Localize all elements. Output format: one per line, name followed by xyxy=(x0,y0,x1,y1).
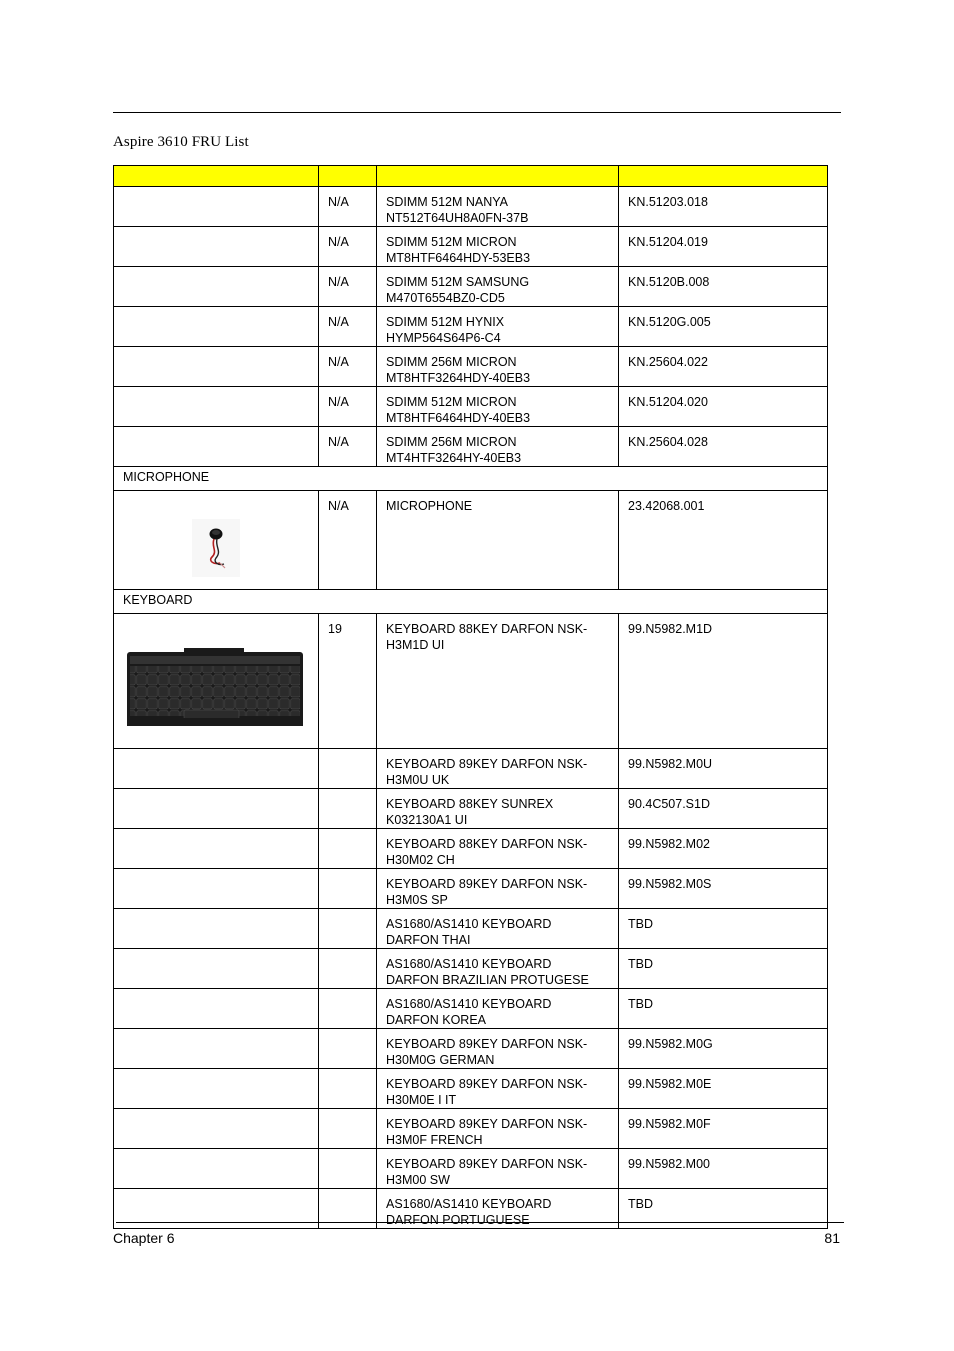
part-number-cell: 99.N5982.M1D xyxy=(619,614,828,749)
table-row xyxy=(114,869,828,909)
header-rule xyxy=(113,112,841,113)
description-line: KEYBOARD 89KEY DARFON NSK- xyxy=(386,1077,588,1091)
part-number-cell: KN.51204.019 xyxy=(619,227,828,267)
description-cell xyxy=(377,1069,619,1109)
table-row xyxy=(114,307,828,347)
no-cell xyxy=(319,829,377,869)
picture-cell xyxy=(114,614,319,749)
table-row xyxy=(114,187,828,227)
table-row xyxy=(114,829,828,869)
description-line: KEYBOARD 88KEY DARFON NSK- xyxy=(386,837,588,851)
table-row xyxy=(114,227,828,267)
description-line: DARFON BRAZILIAN PROTUGESE xyxy=(386,973,589,987)
part-number-cell: KN.25604.028 xyxy=(619,427,828,467)
table-row xyxy=(114,749,828,789)
no-cell xyxy=(319,1029,377,1069)
no-cell: N/A xyxy=(319,227,377,267)
description-line: AS1680/AS1410 KEYBOARD xyxy=(386,957,552,971)
part-number-cell: TBD xyxy=(619,949,828,989)
part-number-cell: 99.N5982.M00 xyxy=(619,1149,828,1189)
description-line: MT8HTF3264HDY-40EB3 xyxy=(386,371,531,385)
description-line: SDIMM 512M MICRON xyxy=(386,395,517,409)
no-cell xyxy=(319,989,377,1029)
no-cell xyxy=(319,1109,377,1149)
description-cell xyxy=(377,949,619,989)
table-row xyxy=(114,427,828,467)
description-line: H30M02 CH xyxy=(386,853,455,867)
part-number-cell: KN.25604.022 xyxy=(619,347,828,387)
description-line: KEYBOARD 89KEY DARFON NSK- xyxy=(386,1157,588,1171)
description-line: H3M0S SP xyxy=(386,893,448,907)
picture-cell xyxy=(114,227,319,267)
header-cell-part-number xyxy=(619,166,828,187)
table-row xyxy=(114,989,828,1029)
description-line: DARFON PORTUGUESE xyxy=(386,1213,530,1227)
no-cell: 19 xyxy=(319,614,377,749)
description-line: MT8HTF6464HDY-53EB3 xyxy=(386,251,531,265)
no-cell xyxy=(319,1069,377,1109)
part-number-cell: 99.N5982.M02 xyxy=(619,829,828,869)
section-label: MICROPHONE xyxy=(114,467,828,491)
picture-cell xyxy=(114,347,319,387)
description-line: KEYBOARD 89KEY DARFON NSK- xyxy=(386,757,588,771)
part-number-cell: 90.4C507.S1D xyxy=(619,789,828,829)
table-row xyxy=(114,267,828,307)
table-header-row xyxy=(114,166,828,187)
description-line: AS1680/AS1410 KEYBOARD xyxy=(386,1197,552,1211)
description-line: H3M0U UK xyxy=(386,773,450,787)
no-cell: N/A xyxy=(319,267,377,307)
page-title: Aspire 3610 FRU List xyxy=(113,134,249,150)
picture-cell xyxy=(114,307,319,347)
part-number-cell: TBD xyxy=(619,909,828,949)
picture-cell xyxy=(114,491,319,590)
part-number-cell: 23.42068.001 xyxy=(619,491,828,590)
description-line: H30M0G GERMAN xyxy=(386,1053,495,1067)
table-row xyxy=(114,1149,828,1189)
picture-cell xyxy=(114,387,319,427)
description-cell xyxy=(377,387,619,427)
header-cell-description xyxy=(377,166,619,187)
part-number-cell: KN.51203.018 xyxy=(619,187,828,227)
description-line: H3M0F FRENCH xyxy=(386,1133,483,1147)
description-line: SDIMM 512M SAMSUNG xyxy=(386,275,530,289)
fru-table xyxy=(113,165,828,1229)
picture-cell xyxy=(114,427,319,467)
description-cell xyxy=(377,749,619,789)
description-cell xyxy=(377,187,619,227)
picture-cell xyxy=(114,869,319,909)
description-line: MT8HTF6464HDY-40EB3 xyxy=(386,411,531,425)
description-cell: MICROPHONE xyxy=(377,491,619,590)
no-cell: N/A xyxy=(319,491,377,590)
picture-cell xyxy=(114,749,319,789)
description-cell xyxy=(377,829,619,869)
description-line: H3M00 SW xyxy=(386,1173,450,1187)
description-line: H30M0E I IT xyxy=(386,1093,457,1107)
description-cell xyxy=(377,307,619,347)
table-row xyxy=(114,909,828,949)
description-line: DARFON KOREA xyxy=(386,1013,487,1027)
description-line: DARFON THAI xyxy=(386,933,471,947)
part-number-cell: KN.5120G.005 xyxy=(619,307,828,347)
table-row xyxy=(114,1029,828,1069)
description-line: SDIMM 512M NANYA xyxy=(386,195,509,209)
section-row-microphone xyxy=(114,467,828,491)
picture-cell xyxy=(114,1149,319,1189)
header-cell-picture xyxy=(114,166,319,187)
keyboard-photo-icon xyxy=(114,614,319,748)
section-row-keyboard xyxy=(114,590,828,614)
no-cell: N/A xyxy=(319,427,377,467)
part-number-cell: KN.5120B.008 xyxy=(619,267,828,307)
description-line: KEYBOARD 89KEY DARFON NSK- xyxy=(386,1117,588,1131)
description-cell xyxy=(377,614,619,749)
picture-cell xyxy=(114,1109,319,1149)
description-cell xyxy=(377,347,619,387)
description-cell xyxy=(377,1029,619,1069)
description-cell xyxy=(377,869,619,909)
table-row xyxy=(114,1069,828,1109)
description-cell xyxy=(377,227,619,267)
picture-cell xyxy=(114,1069,319,1109)
no-cell xyxy=(319,789,377,829)
description-cell xyxy=(377,1109,619,1149)
table-row xyxy=(114,387,828,427)
description-cell xyxy=(377,267,619,307)
description-line: KEYBOARD 88KEY SUNREX xyxy=(386,797,554,811)
picture-cell xyxy=(114,829,319,869)
picture-cell xyxy=(114,989,319,1029)
no-cell: N/A xyxy=(319,187,377,227)
no-cell: N/A xyxy=(319,307,377,347)
description-cell xyxy=(377,427,619,467)
table-row xyxy=(114,789,828,829)
description-line: KEYBOARD 89KEY DARFON NSK- xyxy=(386,877,588,891)
part-number-cell: KN.51204.020 xyxy=(619,387,828,427)
table-row xyxy=(114,491,828,590)
section-label: KEYBOARD xyxy=(114,590,828,614)
no-cell xyxy=(319,869,377,909)
no-cell: N/A xyxy=(319,347,377,387)
picture-cell xyxy=(114,187,319,227)
description-line: M470T6554BZ0-CD5 xyxy=(386,291,505,305)
header-cell-no xyxy=(319,166,377,187)
part-number-cell: 99.N5982.M0S xyxy=(619,869,828,909)
part-number-cell: 99.N5982.M0E xyxy=(619,1069,828,1109)
description-cell xyxy=(377,989,619,1029)
no-cell xyxy=(319,749,377,789)
part-number-cell: TBD xyxy=(619,1189,828,1229)
description-cell xyxy=(377,909,619,949)
table-row xyxy=(114,614,828,749)
picture-cell xyxy=(114,949,319,989)
part-number-cell: 99.N5982.M0F xyxy=(619,1109,828,1149)
part-number-cell: 99.N5982.M0G xyxy=(619,1029,828,1069)
description-line: KEYBOARD 88KEY DARFON NSK- xyxy=(386,622,588,636)
footer-rule xyxy=(116,1222,844,1223)
picture-cell xyxy=(114,789,319,829)
description-line: AS1680/AS1410 KEYBOARD xyxy=(386,997,552,1011)
description-cell xyxy=(377,1149,619,1189)
description-line: NT512T64UH8A0FN-37B xyxy=(386,211,529,225)
description-line: SDIMM 256M MICRON xyxy=(386,435,517,449)
description-cell xyxy=(377,789,619,829)
description-line: AS1680/AS1410 KEYBOARD xyxy=(386,917,552,931)
description-line: H3M1D UI xyxy=(386,638,445,652)
picture-cell xyxy=(114,267,319,307)
page-number: 81 xyxy=(824,1230,840,1246)
no-cell xyxy=(319,909,377,949)
description-line: MT4HTF3264HY-40EB3 xyxy=(386,451,522,465)
part-number-cell: 99.N5982.M0U xyxy=(619,749,828,789)
microphone-photo-icon xyxy=(114,491,319,589)
table-row xyxy=(114,949,828,989)
description-line: K032130A1 UI xyxy=(386,813,468,827)
part-number-cell: TBD xyxy=(619,989,828,1029)
no-cell: N/A xyxy=(319,387,377,427)
picture-cell xyxy=(114,1029,319,1069)
no-cell xyxy=(319,949,377,989)
description-line: SDIMM 256M MICRON xyxy=(386,355,517,369)
picture-cell xyxy=(114,909,319,949)
footer-chapter: Chapter 6 xyxy=(113,1230,175,1246)
no-cell xyxy=(319,1149,377,1189)
table-row xyxy=(114,1109,828,1149)
description-line: KEYBOARD 89KEY DARFON NSK- xyxy=(386,1037,588,1051)
description-line: SDIMM 512M MICRON xyxy=(386,235,517,249)
description-line: SDIMM 512M HYNIX xyxy=(386,315,505,329)
description-line: HYMP564S64P6-C4 xyxy=(386,331,501,345)
table-row xyxy=(114,347,828,387)
